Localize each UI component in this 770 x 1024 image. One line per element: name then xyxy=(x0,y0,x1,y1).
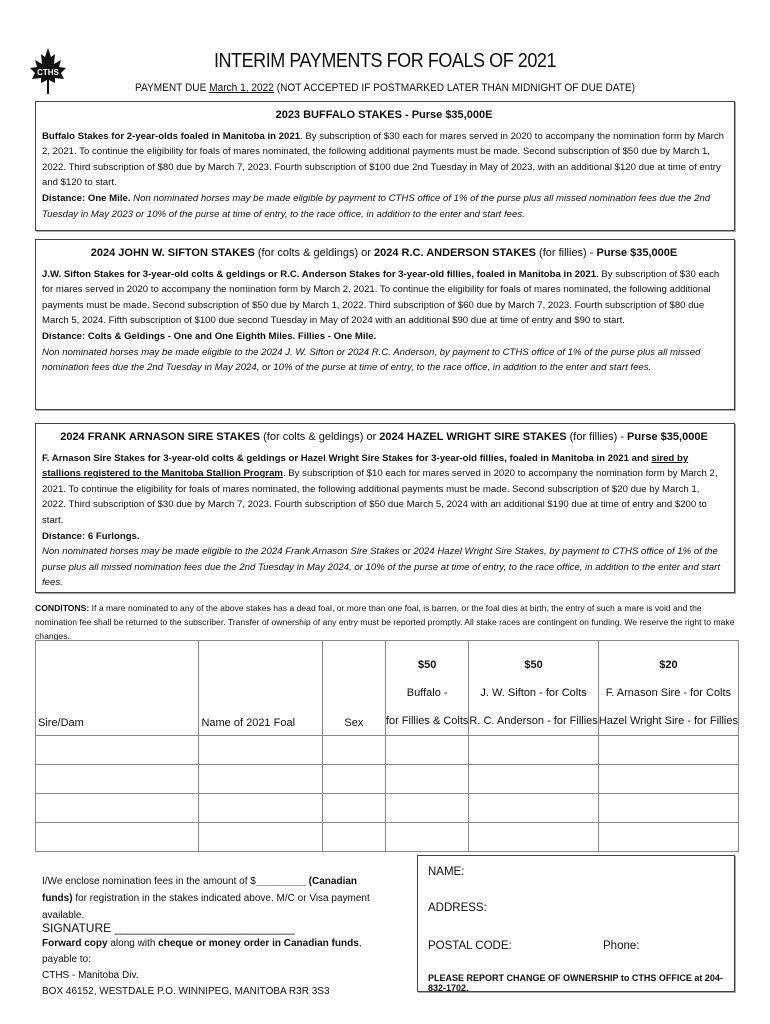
payment-due-line: PAYMENT DUE March 1, 2022 (NOT ACCEPTED IF POSTMARKED LATER THAN MIDNIGHT OF DUE DATE) xyxy=(134,82,636,94)
sifton-anderson-section xyxy=(35,239,735,410)
arnason-fee-header: $20 F. Arnason Sire - for Colts Hazel Wright Sire - for Fillies xyxy=(598,641,738,736)
sifton-anderson-distance: Distance: Colts & Geldings - One and One Eighth Miles. Fillies - One Mile. xyxy=(42,330,377,342)
sifton-anderson-heading: 2024 JOHN W. SIFTON STAKES (for colts & geldings) or 2024 R.C. ANDERSON STAKES (for fillies) - Purse $35,000E xyxy=(90,247,678,259)
arnason-cell[interactable] xyxy=(598,823,738,852)
page-title: INTERIM PAYMENTS FOR FOALS OF 2021 xyxy=(213,50,557,72)
sire-dam-cell[interactable] xyxy=(36,736,199,765)
sifton-anderson-note: Non nominated horses may be made eligible to the 2024 J. W. Sifton or 2024 R.C. Anderson, by payment to CTHS office of 1% of the purse plus all missed nomination fees due the 2nd Tuesday in May 2024, or 10% of the purse at time of entry, to the race office, in addition to the enter and start fees. xyxy=(42,346,701,374)
sex-cell[interactable] xyxy=(322,794,385,823)
foal-name-cell[interactable] xyxy=(199,794,322,823)
arnason-cell[interactable] xyxy=(598,736,738,765)
table-row[interactable] xyxy=(36,794,739,823)
nomination-table xyxy=(35,640,739,852)
payment-due-date: March 1, 2022 xyxy=(209,82,274,94)
arnason-wright-heading: 2024 FRANK ARNASON SIRE STAKES (for colts & geldings) or 2024 HAZEL WRIGHT SIRE STAKES (for fillies) - Purse $35,000E xyxy=(60,431,708,443)
sire-dam-cell[interactable] xyxy=(36,794,199,823)
sifton-anderson-text: J.W. Sifton Stakes for 3-year-old colts & geldings or R.C. Anderson Stakes for 3-year-old fillies, foaled in Manitoba in 2021. By subscription of $30 each for mares served in 2020 to accompany the nomination form by March 2, 2021. To continue the eligibility for foals of mares nominated, the following additional payments must be made. Second subscription of $50 due by March 1, 2022. Third subscription of $60 due by March 7, 2023. Fourth subscription of $80 due March 5, 2024. Fifth subscription of $100 due second Tuesday in May of 2024 with an additional $90 due at time of entry and $90 to start. xyxy=(42,268,720,327)
sire-dam-cell[interactable] xyxy=(36,823,199,852)
signature-line[interactable]: SIGNATURE ___________________________ xyxy=(42,921,295,935)
arnason-wright-distance: Distance: 6 Furlongs. xyxy=(42,530,140,542)
sifton-cell[interactable] xyxy=(469,765,598,794)
sifton-cell[interactable] xyxy=(469,794,598,823)
buffalo-cell[interactable] xyxy=(385,765,469,794)
amount-blank[interactable]: _________ xyxy=(255,876,306,887)
buffalo-stakes-heading: 2023 BUFFALO STAKES - Purse $35,000E xyxy=(275,109,493,121)
buffalo-stakes-distance: Distance: One Mile. Non nominated horses may be made eligible by payment to CTHS office of 1% of the purse plus all missed nomination fees due the 2nd Tuesday in May 2023 or 10% of the purse at time of entry, to the race office, in addition to the enter and start fees. xyxy=(42,192,711,220)
address-field-label[interactable]: ADDRESS: xyxy=(428,902,487,914)
buffalo-fee-header: $50 Buffalo - for Fillies & Colts xyxy=(385,641,469,736)
arnason-cell[interactable] xyxy=(598,794,738,823)
sire-dam-header: Sire/Dam xyxy=(36,641,199,736)
sifton-cell[interactable] xyxy=(469,823,598,852)
foal-name-cell[interactable] xyxy=(199,736,322,765)
sex-cell[interactable] xyxy=(322,823,385,852)
foal-name-header: Name of 2021 Foal xyxy=(199,641,322,736)
postal-code-field-label[interactable]: POSTAL CODE: xyxy=(428,940,512,952)
buffalo-stakes-section xyxy=(35,101,735,231)
buffalo-cell[interactable] xyxy=(385,794,469,823)
buffalo-cell[interactable] xyxy=(385,823,469,852)
buffalo-cell[interactable] xyxy=(385,736,469,765)
table-row[interactable] xyxy=(36,765,739,794)
sex-cell[interactable] xyxy=(322,736,385,765)
conditions-text: CONDITONS: If a mare nominated to any of the above stakes has a dead foal, or more than one foal, is barren, or the foal dies at birth, the entry of such a mare is void and the nomination fee shall be returned to the subscriber. Transfer of ownership of any entry must be reported promptly. All stake races are contingent on funding. We reserve the right to make changes. xyxy=(35,603,735,641)
contact-box xyxy=(417,855,735,992)
table-row[interactable] xyxy=(36,736,739,765)
signature-block xyxy=(42,920,382,1000)
arnason-wright-note: Non nominated horses may be made eligible to the 2024 Frank Arnason Sire Stakes or 2024 Hazel Wright Sire Stakes, by payment to CTHS office of 1% of the purse plus all missed nomination fees due the 2nd Tuesday in May 2024, or 10% of the purse at time of entry, to the race office, in addition to the enter and start fees. xyxy=(42,546,720,589)
arnason-wright-section xyxy=(35,423,735,593)
mailing-address: BOX 46152, WESTDALE P.O. WINNIPEG, MANITOBA R3R 3S3 xyxy=(42,986,330,997)
phone-field-label[interactable]: Phone: xyxy=(603,940,640,952)
arnason-cell[interactable] xyxy=(598,765,738,794)
logo-text: CTHS xyxy=(37,68,59,77)
mailing-org: CTHS - Manitoba Div. xyxy=(42,970,139,981)
sire-dam-cell[interactable] xyxy=(36,765,199,794)
table-row[interactable] xyxy=(36,823,739,852)
foal-name-cell[interactable] xyxy=(199,823,322,852)
buffalo-stakes-text: Buffalo Stakes for 2-year-olds foaled in Manitoba in 2021. By subscription of $30 each for mares served in 2020 to accompany the nomination form by March 2, 2021. To continue the eligibility for foals of mares nominated, the following additional payments must be made. Second subscription of $50 due by March 1, 2022. Third subscription of $80 due by March 7, 2023. Fourth subscription of $100 due 2nd Tuesday in May of 2023, with an additional $120 due at time of entry and $120 to start. xyxy=(42,130,724,189)
payment-statement: I/We enclose nomination fees in the amount of $_________ (Canadian funds) for registration in the stakes indicated above. M/C or Visa payment available. xyxy=(42,876,370,921)
sifton-fee-header: $50 J. W. Sifton - for Colts R. C. Anderson - for Fillies xyxy=(469,641,598,736)
sex-header: Sex xyxy=(322,641,385,736)
forward-instructions: Forward copy along with cheque or money order in Canadian funds, payable to: xyxy=(42,938,362,965)
ownership-change-note: PLEASE REPORT CHANGE OF OWNERSHIP to CTHS OFFICE at 204-832-1702. xyxy=(428,973,723,993)
arnason-wright-text: F. Arnason Sire Stakes for 3-year-old colts & geldings or Hazel Wright Sire Stakes for 3-year-old fillies, foaled in Manitoba in 2021 and sired by stallions registered to the Manitoba Stallion Program. By subscription of $10 each for mares served in 2020 to accompany the nomination form by March 2, 2021. To continue the eligibility for foals of mares nominated, the following additional payments must be made. Second subscription of $20 due by March 1, 2022. Third subscription of $30 due by March 7, 2023. Fourth subscription of $50 due March 5, 2024 with an additional $190 due at time of entry and $200 to start. xyxy=(42,452,718,526)
table-header-row xyxy=(36,641,739,736)
sex-cell[interactable] xyxy=(322,765,385,794)
sifton-cell[interactable] xyxy=(469,736,598,765)
foal-name-cell[interactable] xyxy=(199,765,322,794)
name-field-label[interactable]: NAME: xyxy=(428,866,465,878)
